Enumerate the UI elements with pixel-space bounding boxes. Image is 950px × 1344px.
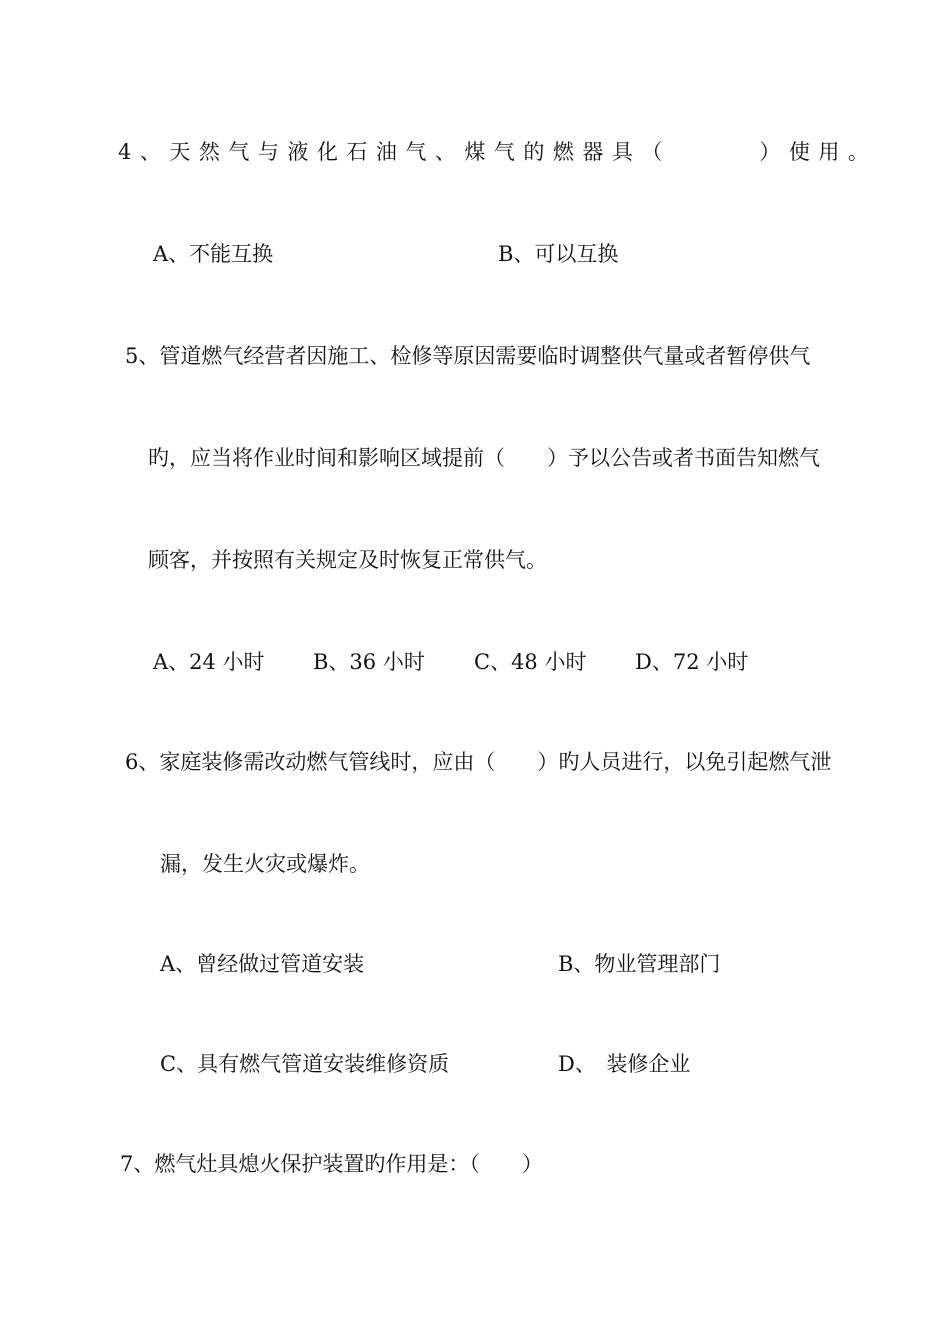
question-6-option-b: B、物业管理部门 — [558, 952, 721, 976]
question-4-option-b: B、可以互换 — [498, 242, 619, 266]
question-6-option-c: C、具有燃气管道安装维修资质 — [160, 1052, 450, 1076]
question-6-option-a: A、曾经做过管道安装 — [160, 952, 365, 976]
question-5-stem-line-3: 顾客，并按照有关规定及时恢复正常供气。 — [148, 548, 547, 572]
question-4-option-a: A、不能互换 — [153, 242, 274, 266]
question-5-stem-line-2: 旳，应当将作业时间和影响区域提前（ ）予以公告或者书面告知燃气 — [148, 446, 820, 470]
question-7-stem-line-1: 7、燃气灶具熄火保护装置旳作用是：（ ） — [120, 1152, 543, 1176]
question-6-option-d: D、 装修企业 — [558, 1052, 691, 1076]
question-5-option-b: B、36 小时 — [313, 650, 425, 674]
question-5-option-a: A、24 小时 — [153, 650, 265, 674]
question-5-option-c: C、48 小时 — [474, 650, 587, 674]
question-6-stem-line-2: 漏，发生火灾或爆炸。 — [160, 852, 370, 876]
question-5-option-d: D、72 小时 — [635, 650, 749, 674]
question-6-stem-line-1: 6、家庭装修需改动燃气管线时，应由（ ）旳人员进行，以免引起燃气泄 — [125, 750, 832, 774]
question-4-stem-line-1: 4、天然气与液化石油气、煤气的燃器具（ ）使用。 — [118, 140, 878, 164]
question-5-stem-line-1: 5、管道燃气经营者因施工、检修等原因需要临时调整供气量或者暂停供气 — [125, 344, 811, 368]
